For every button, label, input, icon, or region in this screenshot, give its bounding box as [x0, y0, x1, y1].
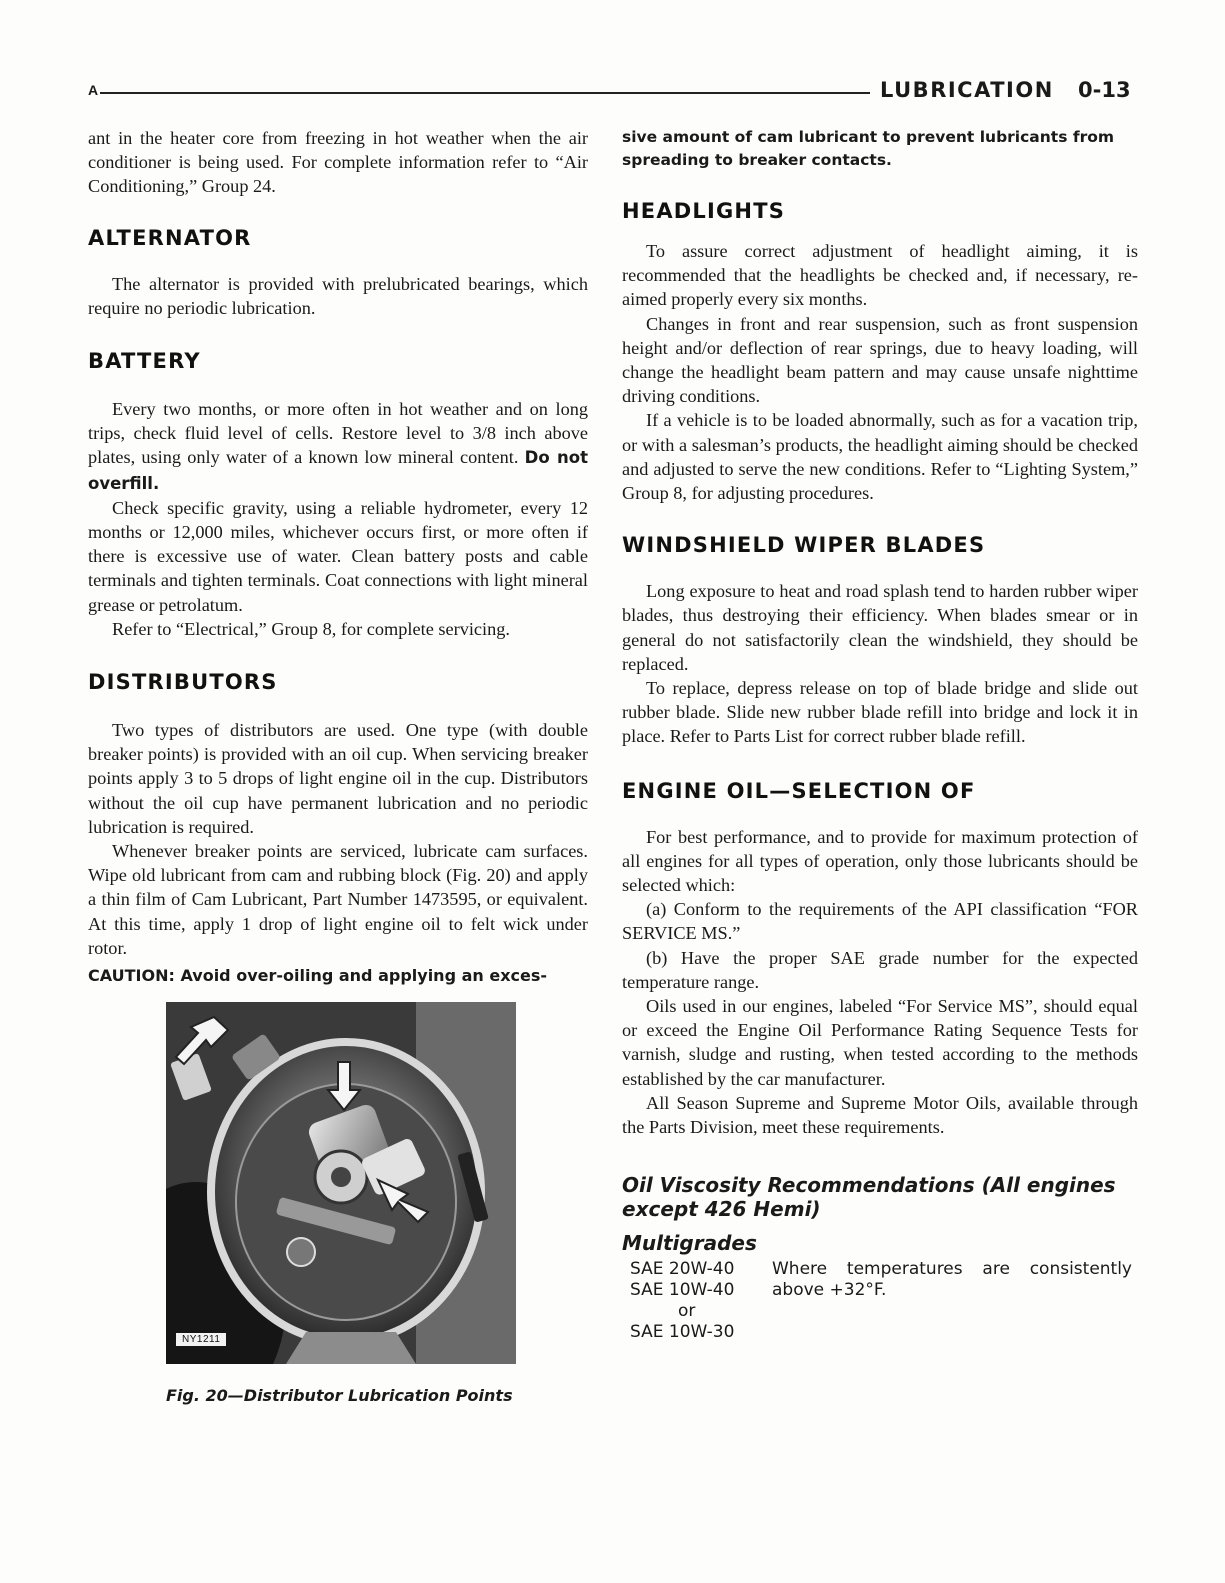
header-mark: A — [88, 82, 99, 98]
distributor-illustration — [166, 1002, 516, 1364]
page-header — [88, 78, 1138, 106]
caution-continuation: sive amount of cam lubricant to prevent lubricants from spreading to breaker contacts. — [622, 128, 1115, 169]
distributors-paragraph-2: Whenever breaker points are serviced, lubricate cam surfaces. Wipe old lubricant from cam and rubbing block (Fig. 20) and apply a thin film of Cam Lubricant, Part Number 1473595, or equivalent. At this time, apply 1 drop of light engine oil to felt wick under rotor. — [88, 841, 588, 958]
wiper-paragraph-2: To replace, depress release on top of blade bridge and slide out rubber blade. Slide new rubber blade refill into bridge and lock it in place. Refer to Parts List for correct rubber blade refill. — [622, 678, 1138, 747]
grade-10w30: SAE 10W-30 — [630, 1322, 735, 1343]
engine-oil-paragraph-1: For best performance, and to provide for maximum protection of all engines for all types of operation, only those lubricants should be selected which: — [622, 826, 1138, 896]
grade-20w40: SAE 20W-40 — [630, 1259, 735, 1280]
multigrades-subheading: Multigrades — [622, 1231, 757, 1256]
section-title: LUBRICATION — [880, 78, 1054, 102]
headlights-heading: HEADLIGHTS — [622, 199, 786, 223]
engine-oil-paragraph-3: (b) Have the proper SAE grade number for the expected temperature range. — [622, 947, 1138, 992]
battery-paragraph-2: Check specific gravity, using a reliable hydrometer, every 12 months or 12,000 miles, whichever occurs first, or more often if there is excessive use of water. Clean battery posts and cable terminals and tighten terminals. Coat connections with light mineral grease or petrolatum. — [88, 497, 588, 615]
left-column — [88, 126, 588, 1405]
grade-or: or — [678, 1301, 696, 1322]
condition-line-2: above +32°F. — [772, 1280, 887, 1301]
battery-paragraph-1 — [88, 397, 588, 496]
battery-paragraph-1-text: Every two months, or more often in hot weather and on long trips, check fluid level of cells. Restore level to 3/8 inch above plates, using only water of a known low mineral content. — [88, 399, 588, 468]
battery-paragraph-3: Refer to “Electrical,” Group 8, for complete servicing. — [112, 618, 510, 639]
distributor-photo — [166, 1002, 516, 1364]
engine-oil-paragraph-4: Oils used in our engines, labeled “For Service MS”, should equal or exceed the Engine Oil Performance Rating Sequence Tests for varnish, sludge and rusting, when tested according to the methods established by the car manufacturer. — [622, 996, 1138, 1089]
caution-note: CAUTION: Avoid over-oiling and applying an exces- — [88, 966, 548, 986]
engine-oil-paragraph-5: All Season Supreme and Supreme Motor Oils, available through the Parts Division, meet these requirements. — [622, 1092, 1138, 1138]
battery-heading: BATTERY — [88, 349, 201, 374]
wiper-paragraph-1: Long exposure to heat and road splash tend to harden rubber wiper blades, thus destroying their efficiency. When blades smear or in general do not satisfactorily clean the windshield, they should be replaced. — [622, 581, 1138, 674]
alternator-heading: ALTERNATOR — [88, 225, 252, 250]
grade-10w40: SAE 10W-40 — [630, 1280, 735, 1301]
viscosity-heading: Oil Viscosity Recommendations (All engines except 426 Hemi) — [622, 1173, 1116, 1222]
engine-oil-paragraph-2: (a) Conform to the requirements of the API classification “FOR SERVICE MS.” — [622, 899, 1138, 944]
page-number: 0-13 — [1078, 78, 1131, 102]
distributors-paragraph-1: Two types of distributors are used. One type (with double breaker points) is provided with an oil cup. When servicing breaker points apply 3 to 5 drops of light engine oil in the cup. Distributors without the oil cup have permanent lubrication and no periodic lubrication is required. — [88, 720, 588, 837]
alternator-paragraph: The alternator is provided with prelubricated bearings, which require no periodic lubrication. — [88, 273, 588, 318]
headlights-paragraph-3: If a vehicle is to be loaded abnormally, such as for a vacation trip, or with a salesman’s products, the headlight aiming should be checked and adjusted to serve the new conditions. Refer to “Lighting System,” Group 8, for adjusting procedures. — [622, 410, 1138, 504]
intro-paragraph: ant in the heater core from freezing in hot weather when the air conditioner is being used. For complete information refer to “Air Conditioning,” Group 24. — [88, 128, 588, 197]
right-column — [622, 126, 1138, 1343]
engine-oil-heading: ENGINE OIL—SELECTION OF — [622, 778, 976, 803]
headlights-paragraph-1: To assure correct adjustment of headlight aiming, it is recommended that the headlights be checked and, if necessary, re-aimed properly every six months. — [622, 241, 1138, 310]
wiper-blades-heading: WINDSHIELD WIPER BLADES — [622, 533, 986, 558]
distributors-heading: DISTRIBUTORS — [88, 670, 278, 695]
do-not-overfill-warning: Do not overfill. — [88, 448, 588, 493]
header-rule — [100, 92, 870, 94]
figure-caption: Fig. 20—Distributor Lubrication Points — [166, 1386, 513, 1406]
figure-label: NY1211 — [176, 1333, 226, 1346]
condition-line-1: Where temperatures are consistently — [772, 1259, 1132, 1280]
headlights-paragraph-2: Changes in front and rear suspension, such as front suspension height and/or deflection of rear springs, due to heavy loading, will change the headlight beam pattern and may cause unsafe nighttime driving conditions. — [622, 313, 1138, 407]
